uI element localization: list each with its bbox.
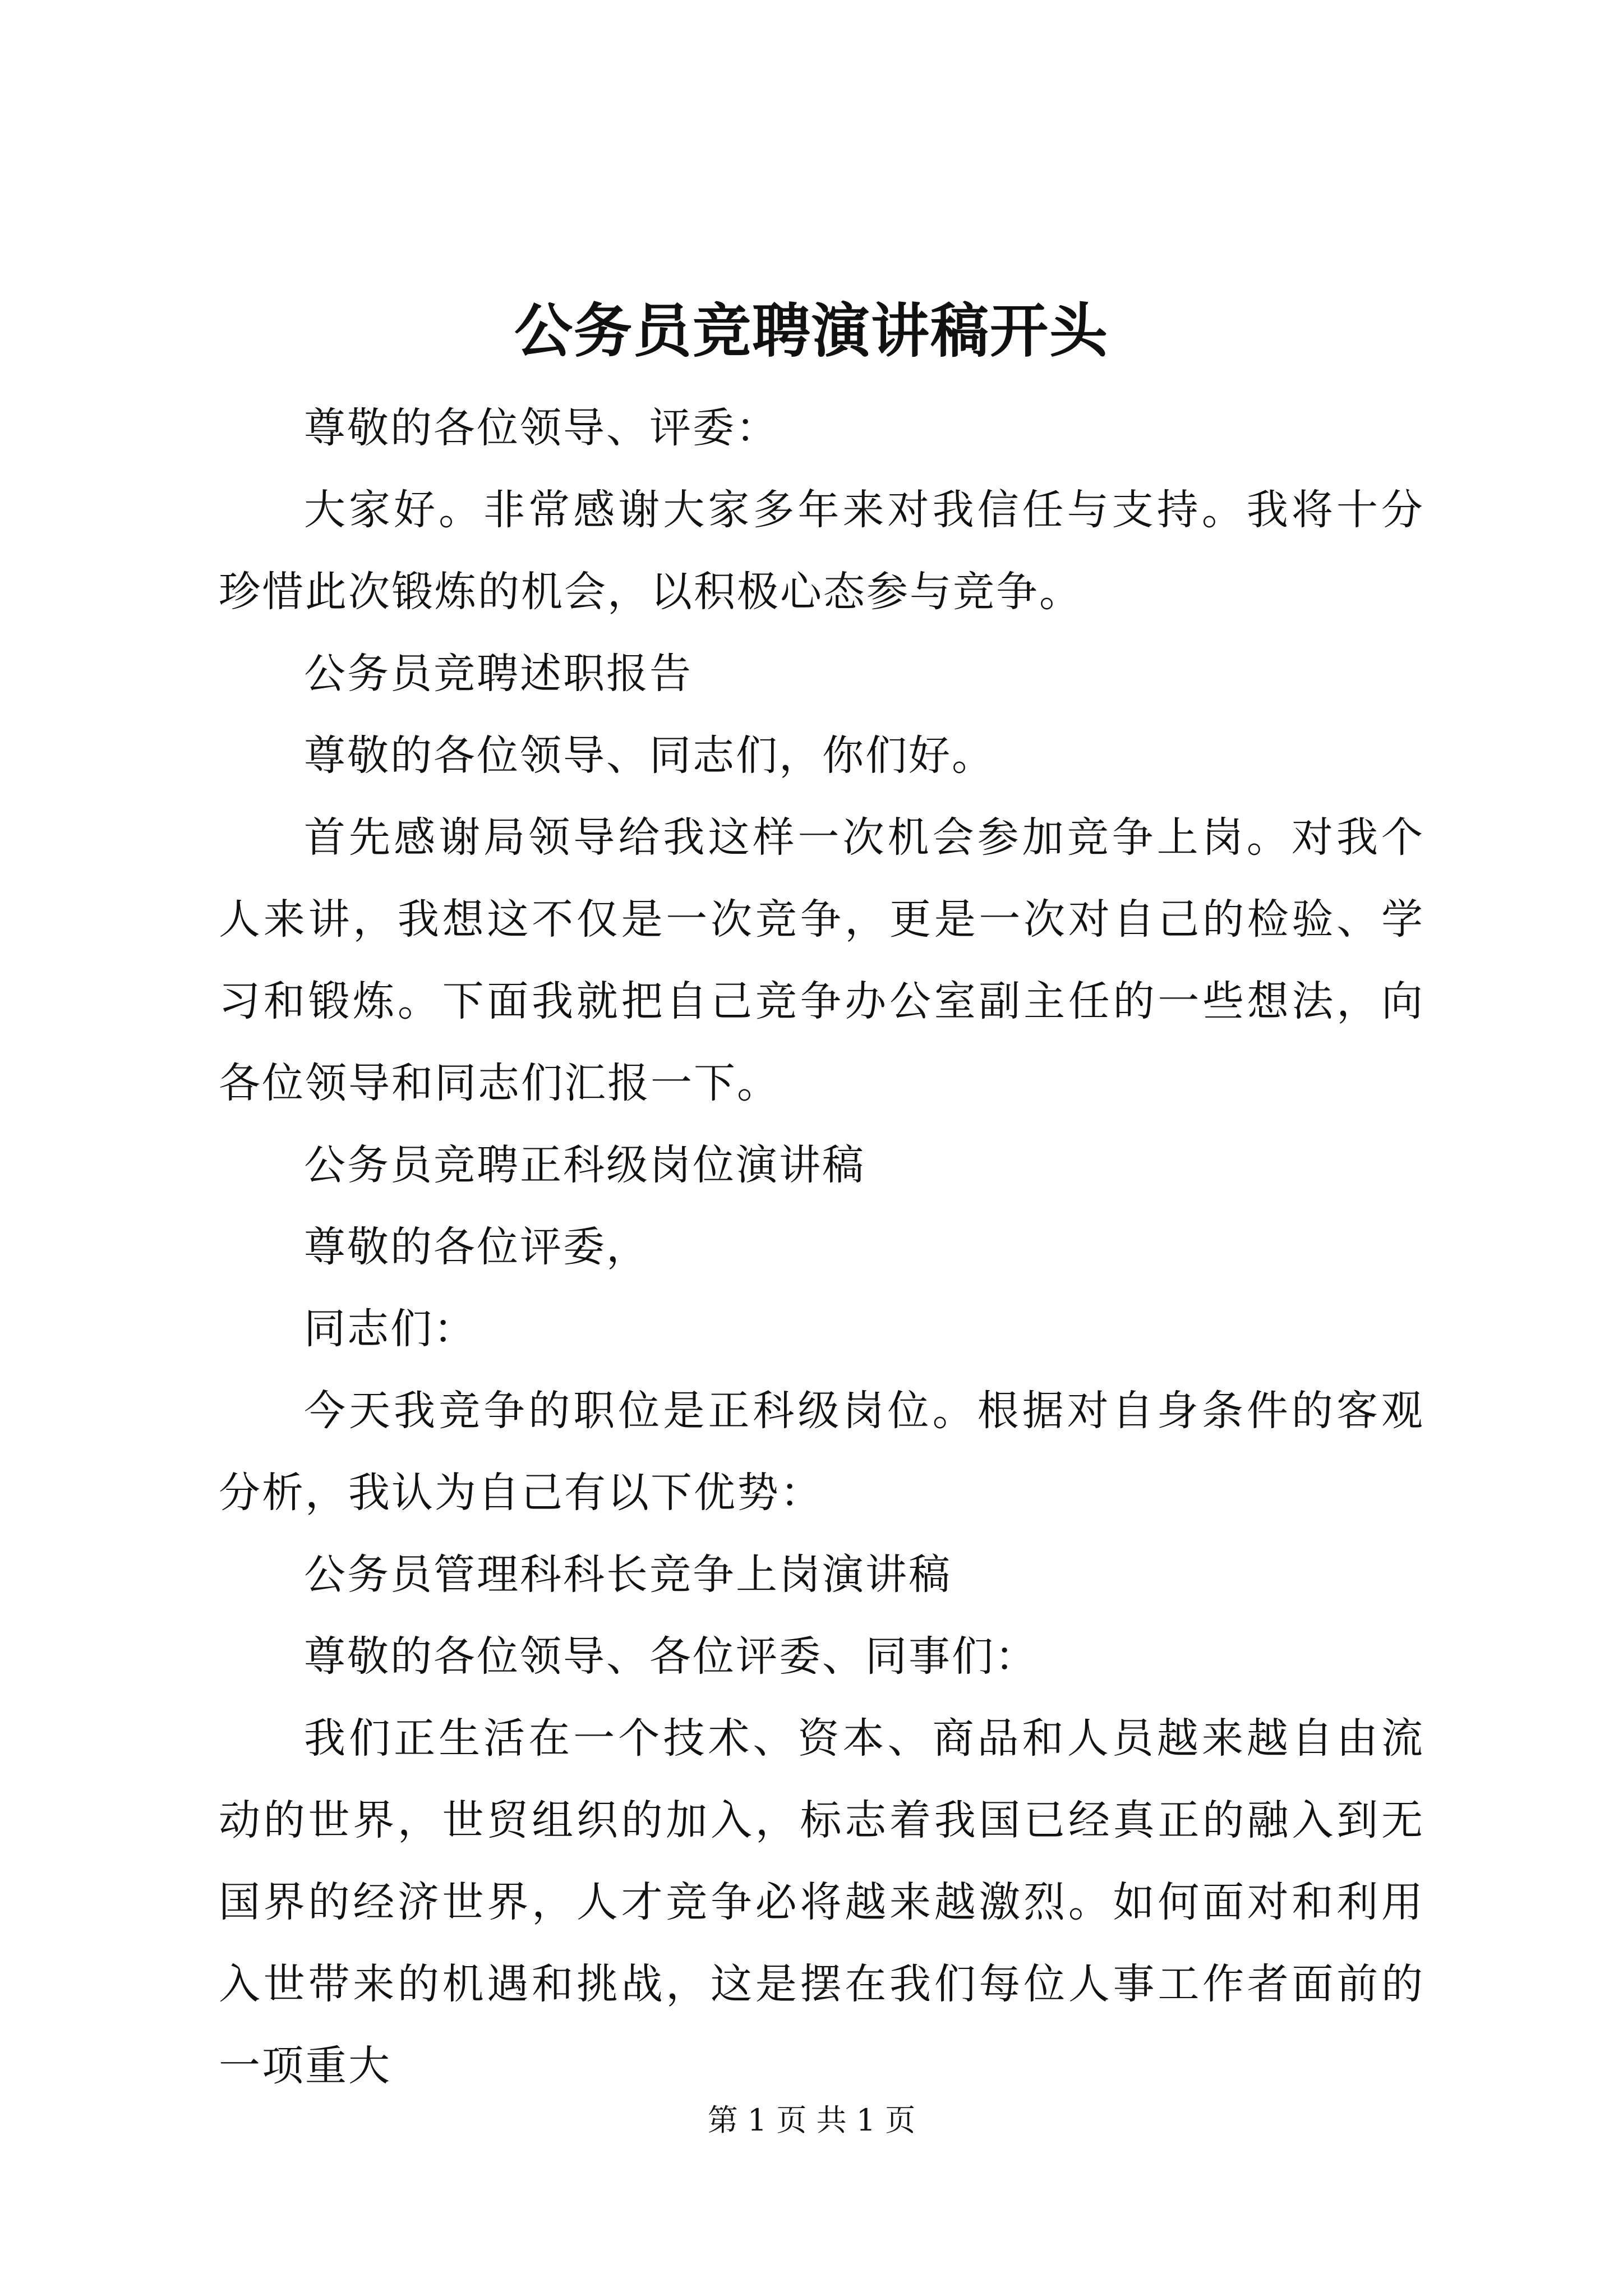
paragraph: 尊敬的各位领导、评委： [304,404,779,452]
paragraph: 今天我竞争的职位是正科级岗位。根据对自身条件的客观分析，我认为自己有以下优势： [219,1387,1424,1517]
document-title: 公务员竞聘演讲稿开头 [514,296,1109,365]
paragraph: 我们正生活在一个技术、资本、商品和人员越来越自由流动的世界，世贸组织的加入，标志着我国已经真正的融入到无国界的经济世界，人才竞争必将越来越激烈。如何面对和利用入世带来的机遇和挑战，这是摆在我们每位人事工作者面前的一项重大 [219,1714,1424,2090]
paragraph: 同志们： [304,1305,477,1353]
paragraph: 公务员管理科科长竞争上岗演讲稿 [304,1550,952,1599]
paragraph: 公务员竞聘正科级岗位演讲稿 [304,1141,865,1189]
paragraph: 尊敬的各位领导、同志们，你们好。 [304,731,995,780]
paragraph: 尊敬的各位领导、各位评委、同事们： [304,1632,1038,1681]
paragraph: 大家好。非常感谢大家多年来对我信任与支持。我将十分珍惜此次锻炼的机会，以积极心态参与竞争。 [219,486,1424,616]
paragraph: 尊敬的各位评委， [304,1223,649,1271]
paragraph: 公务员竞聘述职报告 [304,650,693,698]
paragraph: 首先感谢局领导给我这样一次机会参加竞争上岗。对我个人来讲，我想这不仅是一次竞争，更是一次对自己的检验、学习和锻炼。下面我就把自己竞争办公室副主任的一些想法，向各位领导和同志们汇报一下。 [219,813,1424,1107]
document-body [219,387,1424,2107]
page-footer: 第 1 页 共 1 页 [707,2102,916,2138]
